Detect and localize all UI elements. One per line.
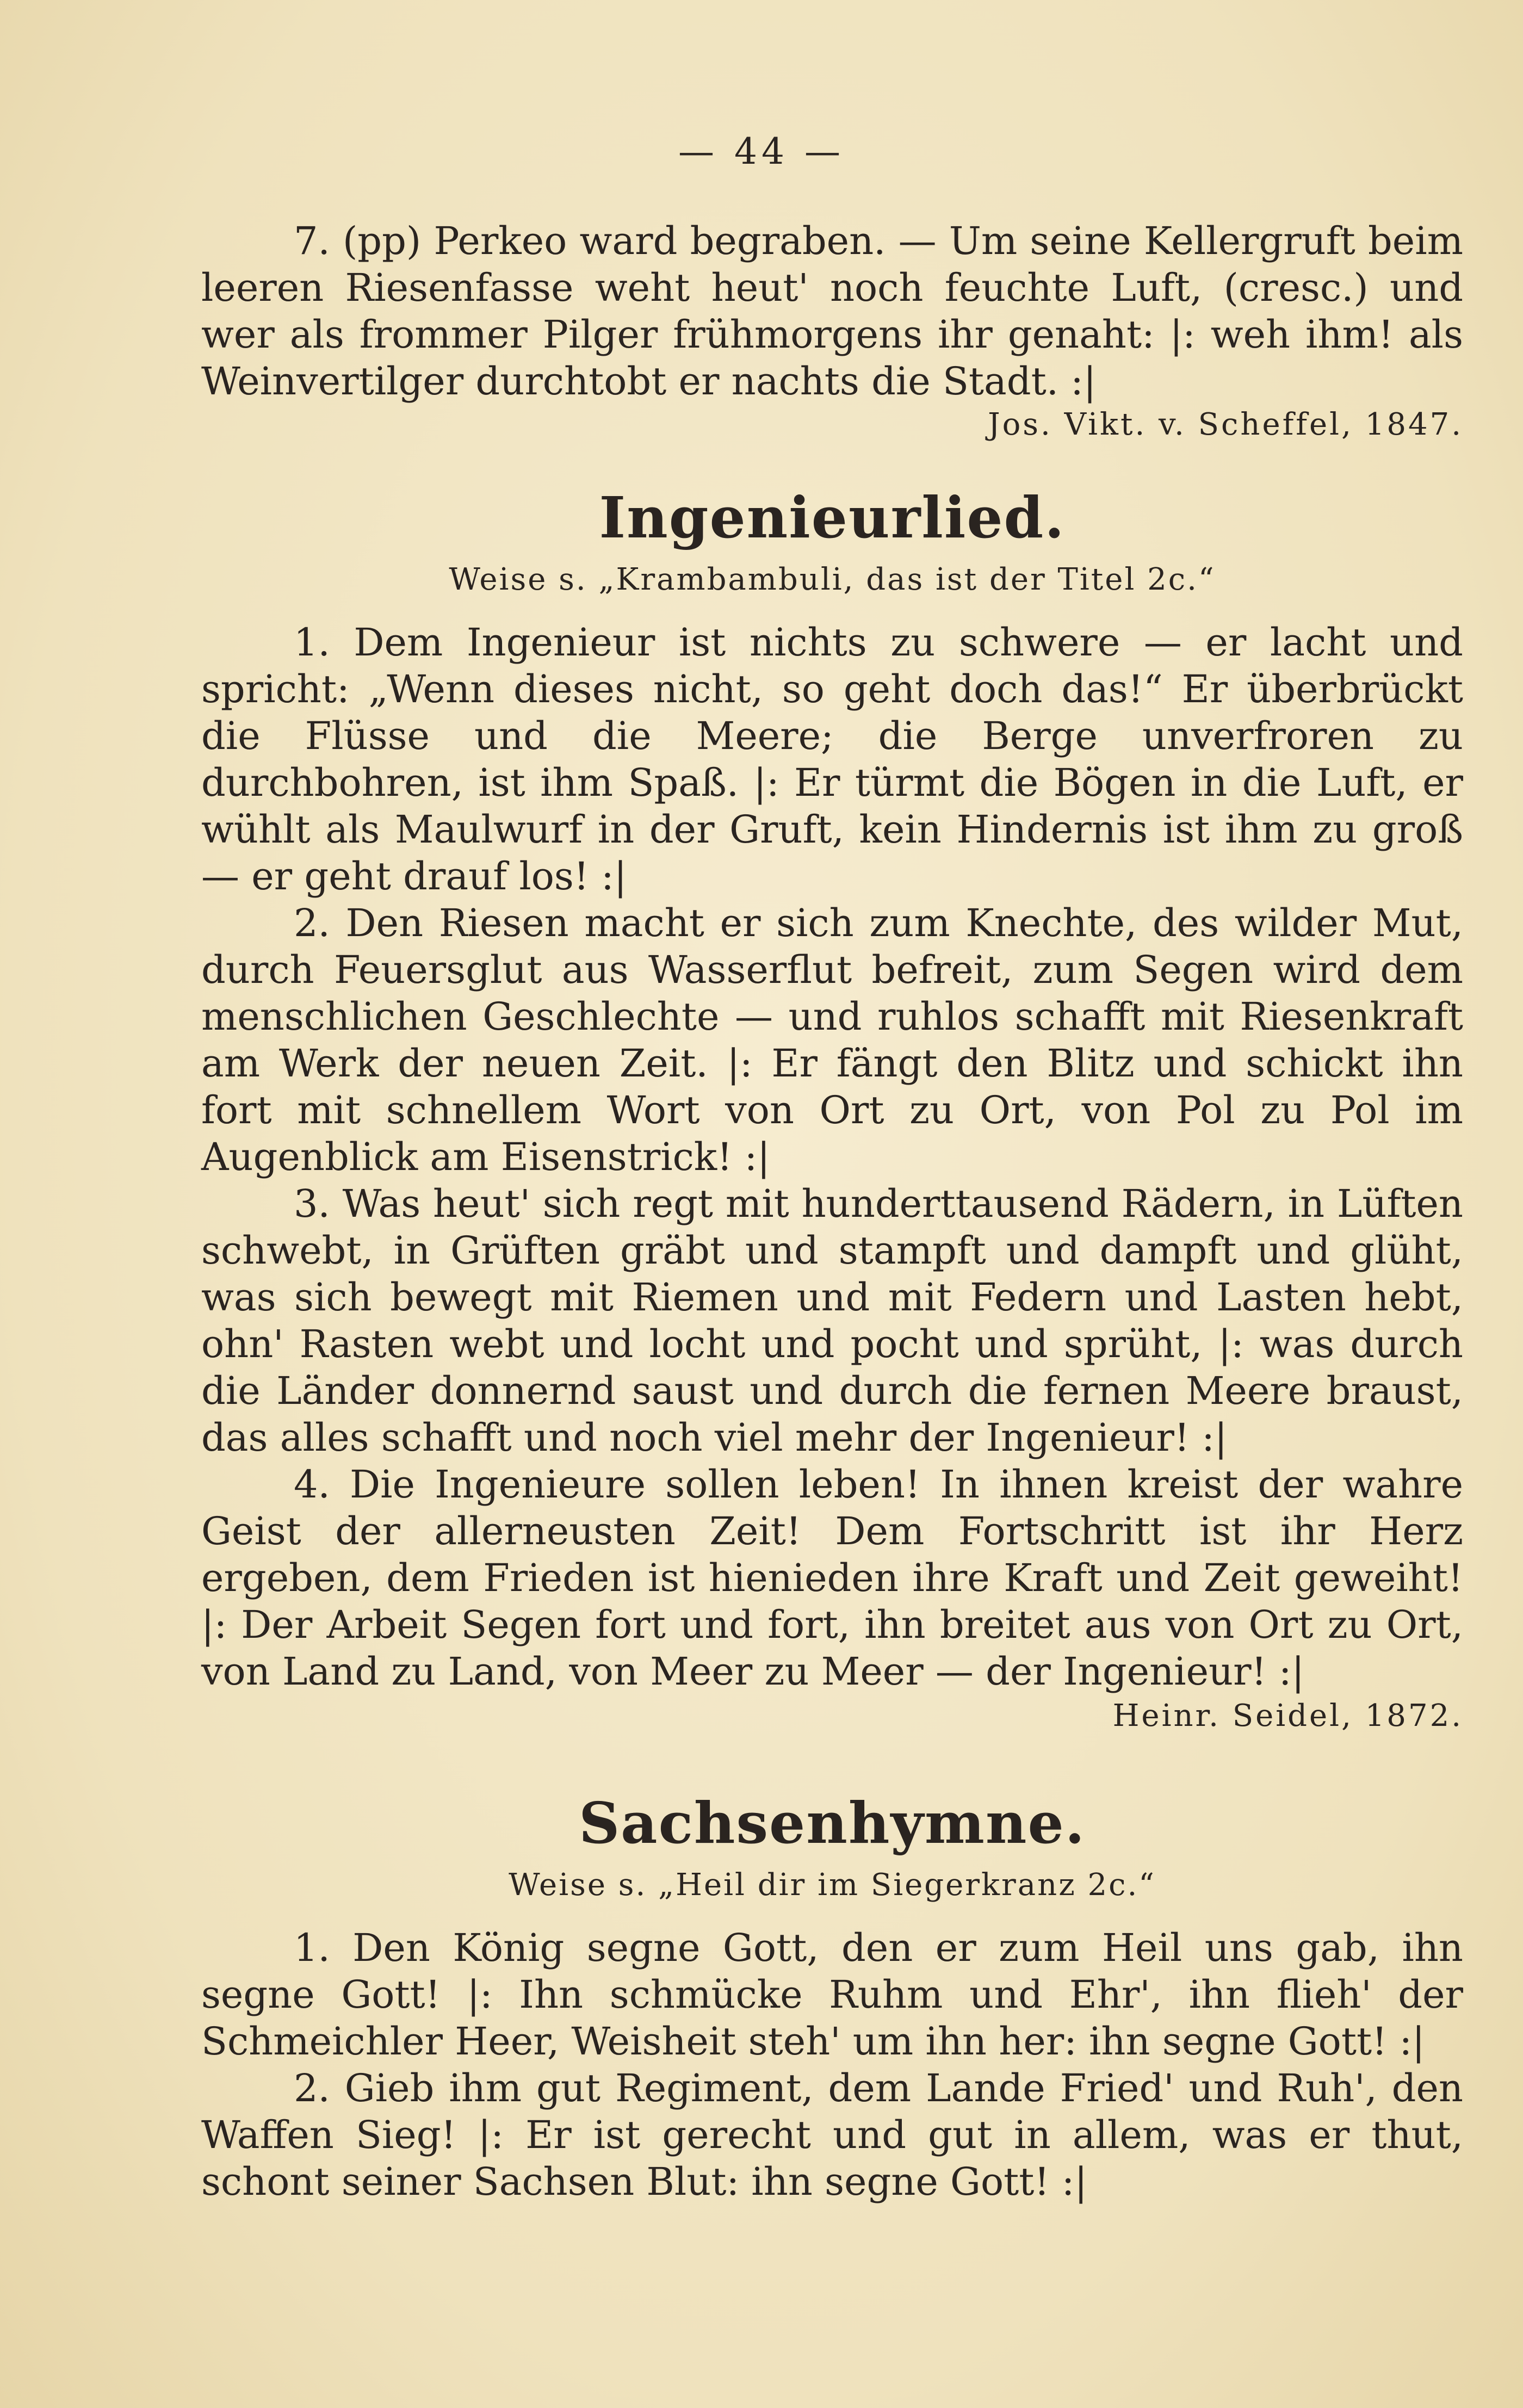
song-title-ingenieurlied: Ingenieurlied. <box>599 484 1066 551</box>
perkeo-verse-7: 7. (pp) Perkeo ward begraben. — Um seine Kellergruft beim leeren Riesenfasse weht heut' noch feuchte Luft, (cresc.) und wer als frommer Pilger frühmorgens ihr genaht: |: weh ihm! als Weinvertilger durchtobt er nachts die Stadt. :| <box>201 219 1463 404</box>
ingenieurlied-section <box>201 484 1463 1734</box>
page-number: — 44 — <box>678 131 845 172</box>
perkeo-author: Jos. Vikt. v. Scheffel, 1847. <box>988 407 1463 442</box>
sachsenhymne-verse-2: 2. Gieb ihm gut Regiment, dem Lande Fried' und Ruh', den Waffen Sieg! |: Er ist gerecht und gut in allem, was er thut, schont seiner Sachsen Blut: ihn segne Gott! :| <box>201 2066 1463 2204</box>
sachsenhymne-verse-1: 1. Den König segne Gott, den er zum Heil uns gab, ihn segne Gott! |: Ihn schmücke Ruhm und Ehr', ihn flieh' der Schmeichler Heer, Weisheit steh' um ihn her: ihn segne Gott! :| <box>201 1926 1463 2064</box>
ingenieurlied-verse-3: 3. Was heut' sich regt mit hunderttausend Rädern, in Lüften schwebt, in Grüften gräbt und stampft und dampft und glüht, was sich bewegt mit Riemen und mit Federn und Lasten hebt, ohn' Rasten webt und locht und pocht und sprüht, |: was durch die Länder donnernd saust und durch die fernen Meere braust, das alles schafft und noch viel mehr der Ingenieur! :| <box>201 1181 1463 1460</box>
ingenieurlied-verse-2: 2. Den Riesen macht er sich zum Knechte, des wilder Mut, durch Feuersglut aus Wasserflut befreit, zum Segen wird dem menschlichen Geschlechte — und ruhlos schafft mit Riesenkraft am Werk der neuen Zeit. |: Er fängt den Blitz und schickt ihn fort mit schnellem Wort von Ort zu Ort, von Pol zu Pol im Augenblick am Eisenstrick! :| <box>201 901 1463 1179</box>
ingenieurlied-verse-4: 4. Die Ingenieure sollen leben! In ihnen kreist der wahre Geist der allerneusten Zeit! Dem Fortschritt ist ihr Herz ergeben, dem Frieden ist hienieden ihre Kraft und Zeit geweiht! |: Der Arbeit Segen fort und fort, ihn breitet aus von Ort zu Ort, von Land zu Land, von Meer zu Meer — der Ingenieur! :| <box>201 1462 1463 1694</box>
melody-ingenieurlied: Weise s. „Krambambuli, das ist der Titel 2c.“ <box>449 562 1216 597</box>
ingenieurlied-verse-1: 1. Dem Ingenieur ist nichts zu schwere — er lacht und spricht: „Wenn dieses nicht, so geht doch das!“ Er überbrückt die Flüsse und die Meere; die Berge unverfroren zu durchbohren, ist ihm Spaß. |: Er türmt die Bögen in die Luft, er wühlt als Maulwurf in der Gruft, kein Hindernis ist ihm zu groß — er geht drauf los! :| <box>201 620 1463 899</box>
ingenieurlied-author: Heinr. Seidel, 1872. <box>1112 1698 1463 1734</box>
song-title-sachsenhymne: Sachsenhymne. <box>579 1790 1086 1856</box>
sachsenhymne-section <box>201 1790 1463 2205</box>
perkeo-section <box>201 218 1463 442</box>
melody-sachsenhymne: Weise s. „Heil dir im Siegerkranz 2c.“ <box>509 1867 1156 1903</box>
